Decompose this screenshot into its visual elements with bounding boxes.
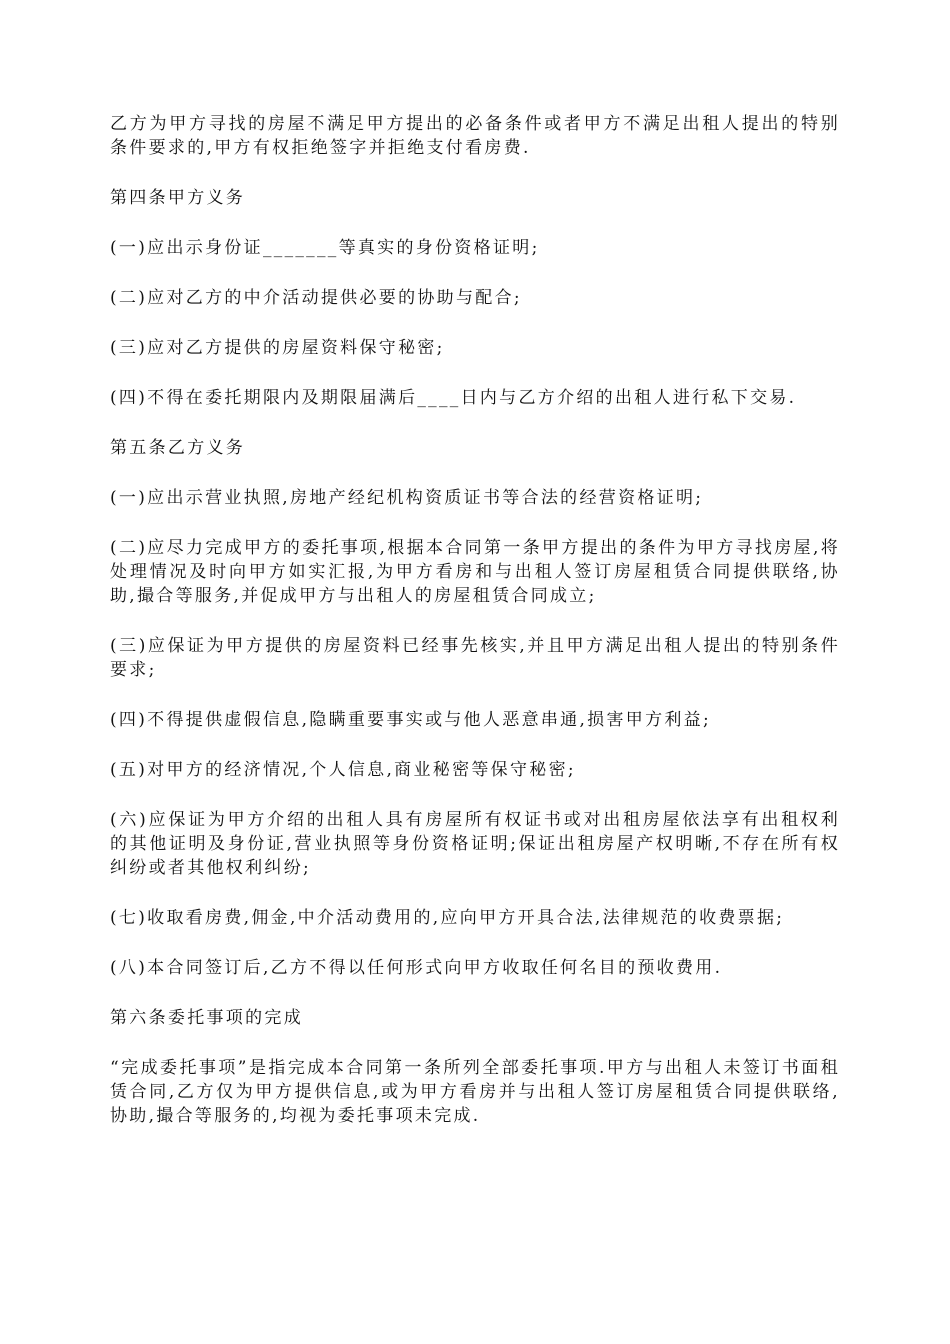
paragraph-intro: 乙方为甲方寻找的房屋不满足甲方提出的必备条件或者甲方不满足出租人提出的特别条件要求的,甲方有权拒绝签字并拒绝支付看房费.	[110, 114, 840, 158]
clause-5-1: (一)应出示营业执照,房地产经纪机构资质证书等合法的经营资格证明;	[110, 488, 704, 508]
clause-5-5: (五)对甲方的经济情况,个人信息,商业秘密等保守秘密;	[110, 760, 576, 780]
clause-5-3: (三)应保证为甲方提供的房屋资料已经事先核实,并且甲方满足出租人提出的特别条件要求;	[110, 636, 840, 680]
section-heading-article-5: 第五条乙方义务	[110, 438, 246, 458]
section-heading-article-6: 第六条委托事项的完成	[110, 1008, 303, 1028]
clause-4-4: (四)不得在委托期限内及期限届满后____日内与乙方介绍的出租人进行私下交易.	[110, 388, 797, 408]
clause-5-4: (四)不得提供虚假信息,隐瞒重要事实或与他人恶意串通,损害甲方利益;	[110, 710, 711, 730]
clause-5-6: (六)应保证为甲方介绍的出租人具有房屋所有权证书或对出租房屋依法享有出租权利的其他证明及身份证,营业执照等身份资格证明;保证出租房屋产权明晰,不存在所有权纠纷或者其他权利纠纷;	[110, 810, 840, 878]
clause-5-2: (二)应尽力完成甲方的委托事项,根据本合同第一条甲方提出的条件为甲方寻找房屋,将处理情况及时向甲方如实汇报,为甲方看房和与出租人签订房屋租赁合同提供联络,协助,撮合等服务,并促成甲方与出租人的房屋租赁合同成立;	[110, 538, 840, 606]
clause-4-1: (一)应出示身份证_______等真实的身份资格证明;	[110, 238, 540, 258]
document-body	[110, 112, 840, 1154]
clause-5-7: (七)收取看房费,佣金,中介活动费用的,应向甲方开具合法,法律规范的收费票据;	[110, 908, 785, 928]
clause-4-3: (三)应对乙方提供的房屋资料保守秘密;	[110, 338, 445, 358]
section-heading-article-4: 第四条甲方义务	[110, 188, 246, 208]
clause-6-definition: “完成委托事项”是指完成本合同第一条所列全部委托事项.甲方与出租人未签订书面租赁合同,乙方仅为甲方提供信息,或为甲方看房并与出租人签订房屋租赁合同提供联络,协助,撮合等服务的,均视为委托事项未完成.	[110, 1058, 840, 1126]
clause-5-8: (八)本合同签订后,乙方不得以任何形式向甲方收取任何名目的预收费用.	[110, 958, 723, 978]
clause-4-2: (二)应对乙方的中介活动提供必要的协助与配合;	[110, 288, 522, 308]
